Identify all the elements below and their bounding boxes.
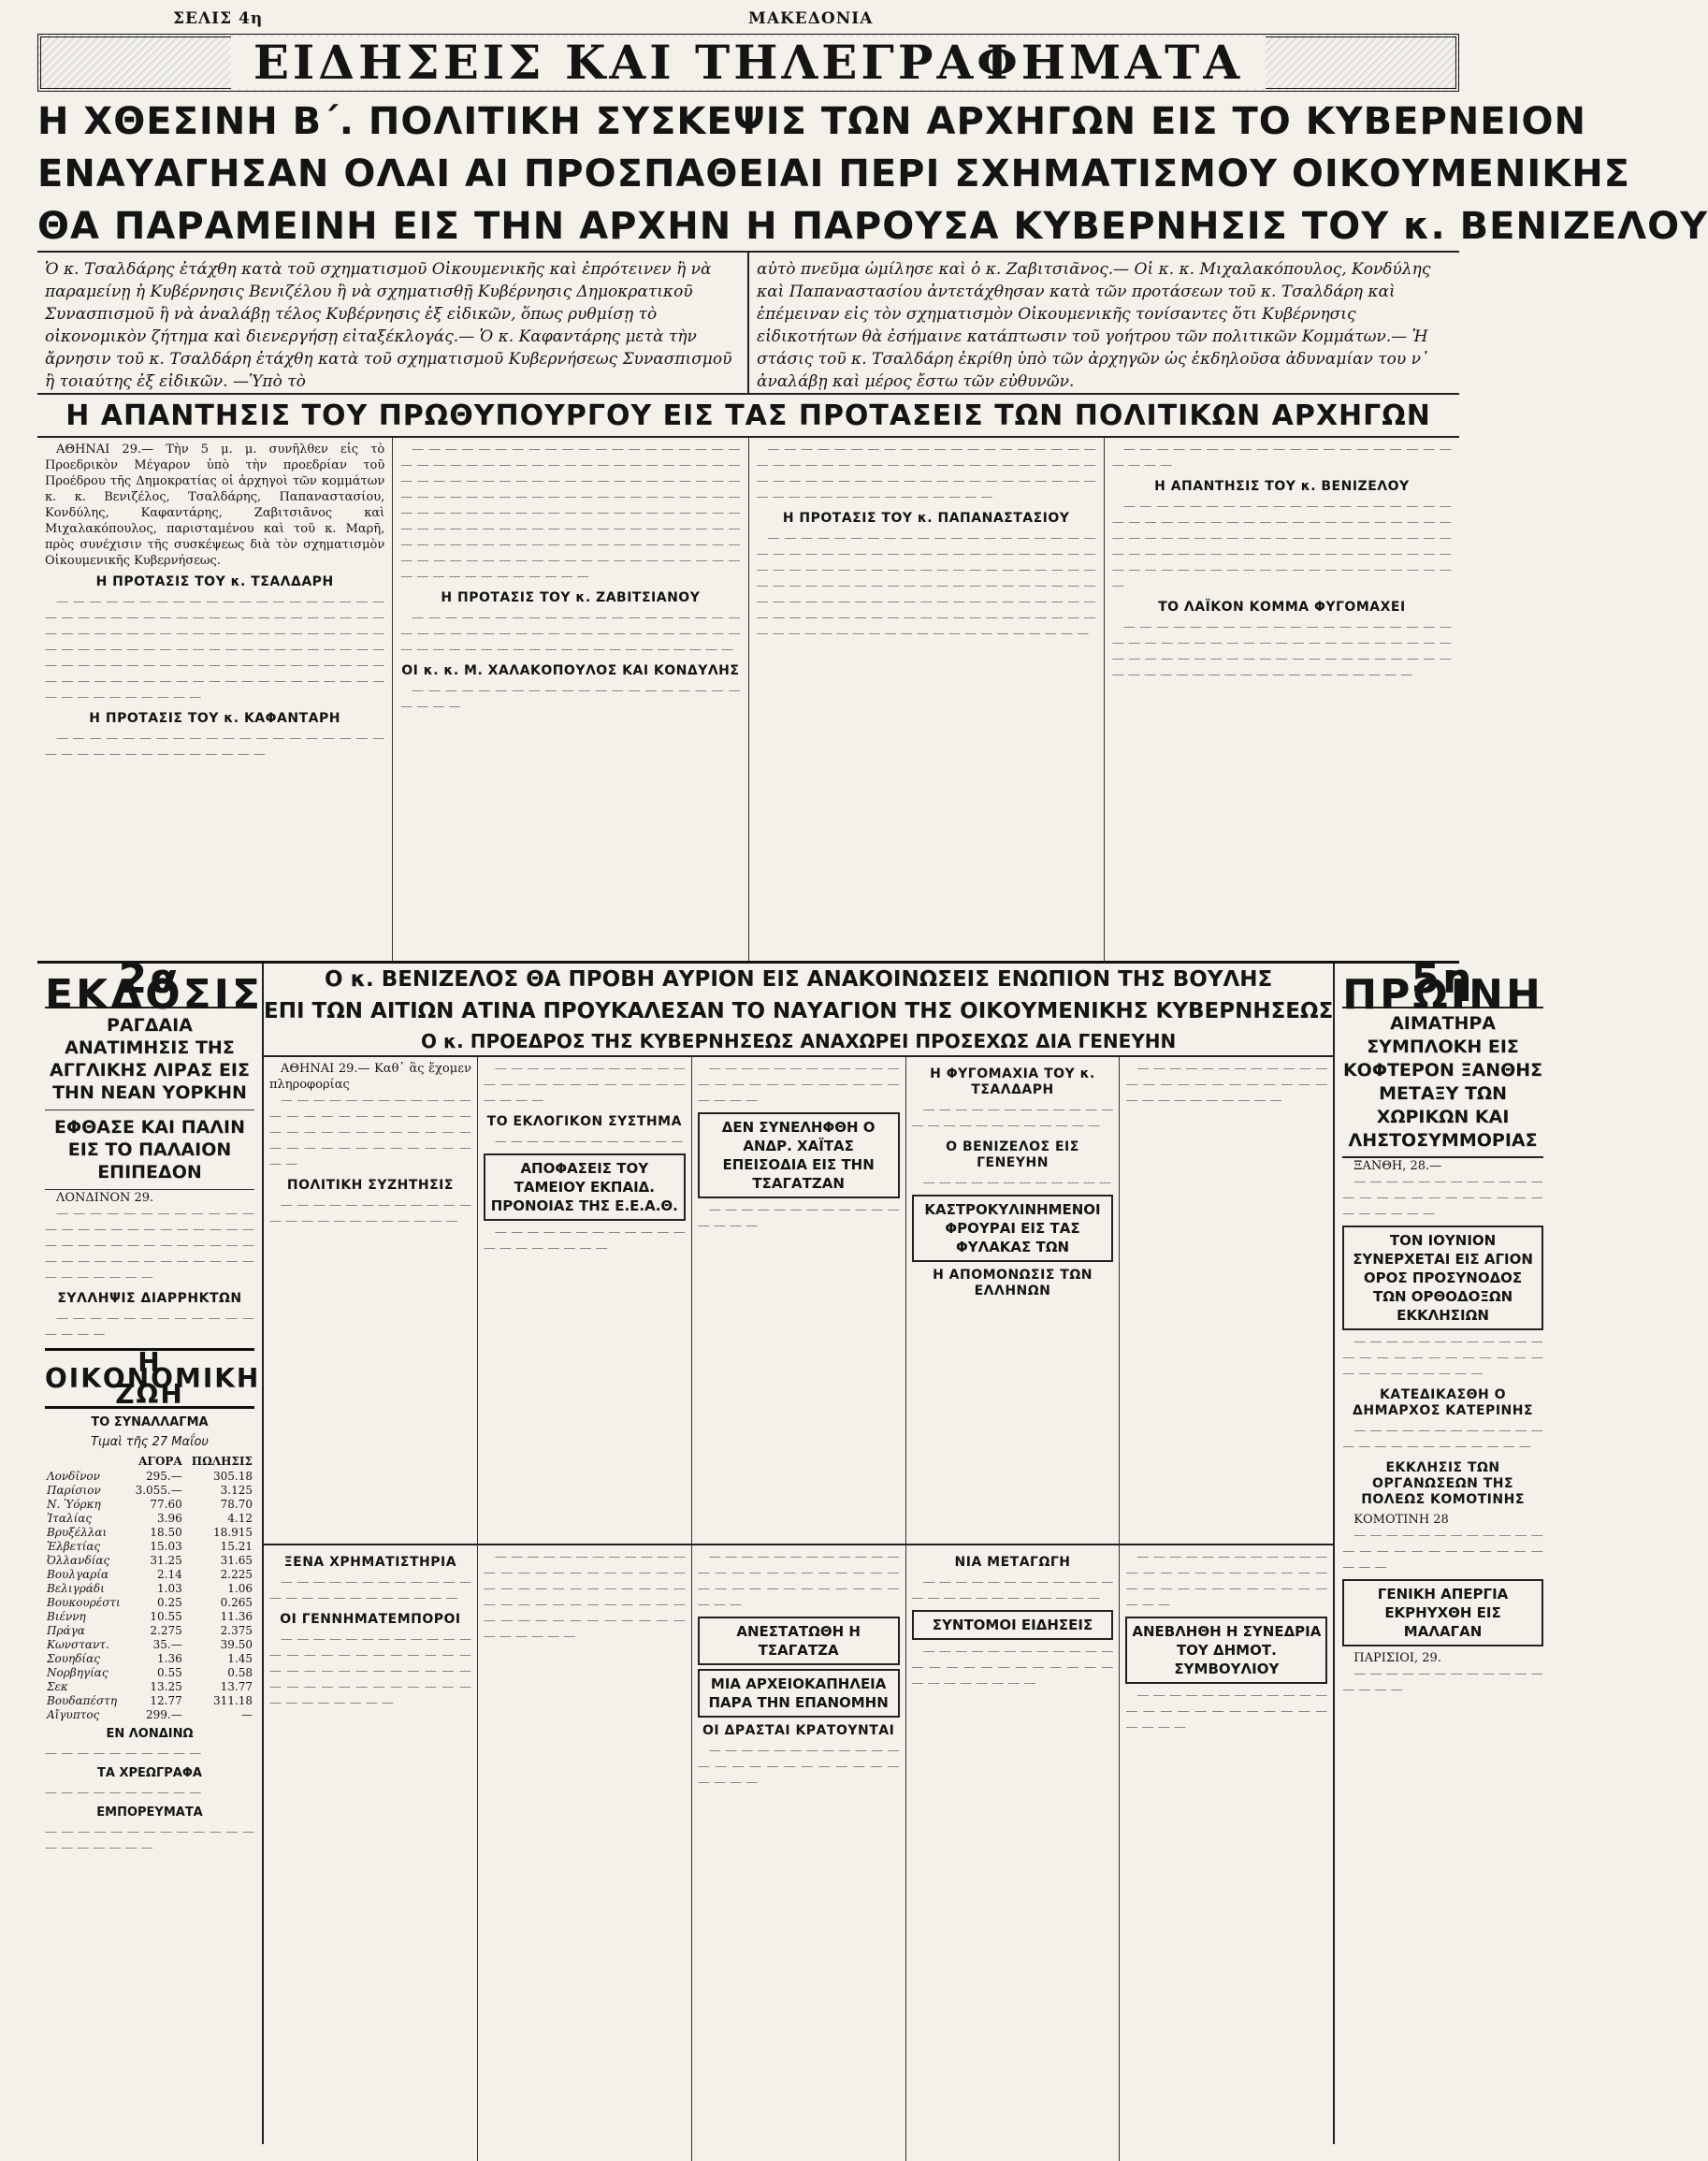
illegible-text: — — — — — — — — — — — — — — — — — — — — — — — — [911,1575,1114,1605]
illegible-text: — — — — — — — — — — — — — — — — — — — — — — — — — — — — — — — — — — — — — — — — — — — — — — — — — — — — — — — — — — — — — — — — — — — — — — — — — — — — — — — — — — — — — — — — — — — — — — — — — — — — — — — — — — — — — — — — — — — — — — — — — — — — — — — — — — — — — — — — — — — — — — — — — — [756,531,1096,641]
subhead-perpetrators: ΟΙ ΔΡΑΣΤΑΙ ΚΡΑΤΟΥΝΤΑΙ [702,1723,895,1738]
article-column [691,1545,905,2161]
article-column [1119,1057,1333,1544]
illegible-text: — — — — — — — — — — — — — — — — — — — — — — — — — — — — — — — — — — — — — — — — — — — — — — — — — — — — — — — — — — — — — — — — — — — — — — — — — — — — — [756,442,1096,504]
pound-headline: ΡΑΓΔΑΙΑ ΑΝΑΤΙΜΗΣΙΣ ΤΗΣ ΑΓΓΛΙΚΗΣ ΛΙΡΑΣ ΕΙΣ ΤΗΝ ΝΕΑΝ ΥΟΡΚΗΝ [45,1008,254,1110]
illegible-text: — — — — — — — — — — — — — — — — — — — — — — — — — — — — — — — — — — — — — — — — — — — — — — — — — — — — — — — — — — — — — — — — — — [483,1550,686,1644]
dateline: ΛΟΝΔΙΝΟΝ 29. [56,1191,154,1205]
table-cell: 31.65 [220,1554,253,1567]
table-cell: 78.70 [220,1498,253,1511]
illegible-text: — — — — — — — — — — — — — — — — — — — — — — — — [911,1103,1114,1133]
table-row [45,1610,254,1624]
table-cell: Αἴγυπτος [47,1708,100,1721]
tsagatza-box: ΑΝΕΣΤΑΤΩΘΗ Η ΤΣΑΓΑΤΖΑ [698,1617,900,1665]
table-cell: — [241,1708,253,1721]
table-cell: 15.21 [220,1540,253,1553]
illegible-text: — — — — — — — — — — — — — — — — — — — — — — — — — — — — [1125,1689,1328,1734]
table-cell: 2.275 [150,1624,182,1637]
lower-section [37,955,1543,2144]
table-cell: 1.06 [227,1582,253,1595]
illegible-text: — — — — — — — — — — — — — — — — — — — — — — — — [269,1198,471,1228]
table-cell: 31.25 [150,1554,182,1567]
table-cell: Βελιγράδι [47,1582,105,1595]
subhead-electoral-system: ΤΟ ΕΚΛΟΓΙΚΟΝ ΣΥΣΤΗΜΑ [486,1114,682,1129]
subhead-papanastasiou: Η ΠΡΟΤΑΣΙΣ ΤΟΥ κ. ΠΑΠΑΝΑΣΤΑΣΙΟΥ [782,511,1070,526]
illegible-text: — — — — — — — — — — — — — — — — — — — — — — — — — — — — — — — — — — — — — — — [697,1550,900,1612]
article-column [392,438,747,961]
article-column [748,438,1104,961]
page-number: ΣΕΛΙΣ 4η [173,9,264,28]
table-cell: 11.36 [220,1610,253,1623]
table-cell: 10.55 [150,1610,182,1623]
table-cell: 2.225 [220,1568,253,1581]
table-cell: 35.— [152,1638,182,1651]
illegible-text: — — — — — — — — — — [45,1747,202,1761]
article-column [264,1057,477,1544]
table-cell: 295.— [146,1470,182,1483]
illegible-text: — — — — — — — — — — — — [494,1135,684,1149]
section-banner [37,34,1459,92]
illegible-text: — — — — — — — — — — — — — — — — — — — — — — — — — — — — [697,1062,900,1108]
illegible-text: — — — — — — — — — — [45,1786,202,1800]
illegible-text: — — — — — — — — — — — — — — — — — — — — — — — — — — — — — — — — — — — — — — — — — — — — — — — — — — — — — — — — — — — — — — — — — — — — — — — — — — — — — — — — — — — — — — — — — — — — — — — — — — — — — — — — — — — — — — — — — — — — — — — — — — — — — — — — — — — — — — — [45,595,385,704]
illegible-text: — — — — — — — — — — — — — — — — — — — — — — — — — — — — — — — — — — — — — — — [1125,1550,1328,1612]
exchange-table [45,1454,254,1722]
illegible-text: — — — — — — — — — — — — — — — — — — — — — — — — — — — — — — — — — — — — — — — — — — — — — — — — — — — — — — — — — — — — — — — — — — — — — — — — — — — — — — — — — — — — — — — — — — — — — — — — — — — — — — — — — — — — — — — — — — — — — — — — — — — — — — — — — — — — — — — — — — — — — — — — — — — — — — — — — — — — — — — — — — — — — — — — — — — — — — — — — — — [400,442,741,584]
table-cell: 3.96 [157,1512,182,1525]
subhead-transfer: ΝΙΑ ΜΕΤΑΓΩΓΗ [954,1555,1071,1570]
illegible-text: — — — — — — — — — — — — — — — — — — — — — — — — — — — — [483,1062,686,1108]
table-cell: Σουηδίας [47,1652,100,1665]
illegible-text: — — — — — — — — — — — — — — — — — — — — — — — — — — — — — — — — — — — — — — — — — — — — — — — — — — — — — — — — — — [45,1207,254,1284]
strike-box: ΓΕΝΙΚΗ ΑΠΕΡΓΙΑ ΕΚΡΗΥΧΘΗ ΕΙΣ ΜΑΛΑΓΑΝ [1342,1579,1543,1646]
table-cell: 1.45 [227,1652,253,1665]
rates-column-header: ΠΩΛΗΣΙΣ [191,1455,253,1468]
illegible-text: — — — — — — — — — — — — — — — — — — — — — — — — — — — — — — — — — — [1125,1062,1328,1108]
table-cell: Ἰταλίας [47,1512,93,1525]
synod-box: ΤΟΝ ΙΟΥΝΙΟΝ ΣΥΝΕΡΧΕΤΑΙ ΕΙΣ ΑΓΙΟΝ ΟΡΟΣ ΠΡΟΣΥΝΟΔΟΣ ΤΩΝ ΟΡΘΟΔΟΞΩΝ ΕΚΚΛΗΣΙΩΝ [1342,1226,1543,1330]
economy-title: Η ΟΙΚΟΝΟΜΙΚΗ ΖΩΗ [45,1347,261,1410]
illegible-text: — — — — — — — — — — — — — — — — [697,1203,900,1233]
illegible-text: — — — — — — — — — — — — — — — — — — — — — — — — — — — — [697,1744,900,1790]
table-cell: 4.12 [227,1512,253,1525]
left-column [37,955,264,2144]
article-intro: ΑΘΗΝΑΙ 29.— Τὴν 5 μ. μ. συνῆλθεν εἰς τὸ Προεδρικὸν Μέγαρον ὑπὸ τὴν προεδρίαν τοῦ Προέδρου τῆς Δημοκρατίας οἱ ἀρχηγοὶ τῶν κομμάτων κ. κ. Βενιζέλος, Τσαλδάρης, Παπαναστασίου, Κονδύλης, Καφαντάρης, Ζαβιτσιᾶνος καὶ Μιχαλακόπουλος, παρισταμένου καὶ τοῦ κ. Μαρῆ, πρὸς συνέχισιν τῆς συσκέψεως διὰ τὸν σχηματισμὸν Οἰκουμενικῆς Κυβερνήσεως. [45,442,385,568]
venizelos-headline: Ο κ. ΒΕΝΙΖΕΛΟΣ ΘΑ ΠΡΟΒΗ ΑΥΡΙΟΝ ΕΙΣ ΑΝΑΚΟΙΝΩΣΕΙΣ ΕΝΩΠΙΟΝ ΤΗΣ ΒΟΥΛΗΣ [325,967,1273,992]
table-cell: Παρίσιον [47,1484,101,1497]
table-row [45,1554,254,1568]
subhead-mayor-katerini: ΚΑΤΕΔΙΚΑΣΘΗ Ο ΔΗΜΑΡΧΟΣ ΚΑΤΕΡΙΝΗΣ [1353,1387,1534,1418]
rates-column-header [45,1454,129,1470]
goods-head: ΤΑ ΧΡΕΩΓΡΑΦΑ [97,1766,202,1780]
london-head: ΕΝ ΛΟΝΔΙΝΩ [106,1727,194,1741]
table-cell: Ν. Ὑόρκη [47,1498,101,1511]
summary-left: Ὁ κ. Τσαλδάρης ἐτάχθη κατὰ τοῦ σχηματισμοῦ Οἰκουμενικῆς καὶ ἐπρότεινεν ἢ νὰ παραμείνῃ ἡ Κυβέρνησις Βενιζέλου ἢ νὰ σχηματισθῇ Κυβέρνησις Δημοκρατικοῦ Συνασπισμοῦ ἢ νὰ ἀναλάβῃ τέλος Κυβέρνησις ἐξ εἰδικῶν, ὅπως ρυθμίσῃ τὸ οἰκονομικὸν ζήτημα καὶ διενεργήσῃ εἰταξέκλογάς.— Ὁ κ. Καφαντάρης μετὰ τὴν ἄρνησιν τοῦ κ. Τσαλδάρη ἐτάχθη κατὰ τοῦ σχηματισμοῦ Κυβερνήσεως Συνασπισμοῦ ἢ τοιαύτης ἐξ εἰδικῶν. —Ὑπὸ τὸ [45,260,732,391]
article-column [1119,1545,1333,2161]
chaitas-box: ΔΕΝ ΣΥΝΕΛΗΦΘΗ Ο ΑΝΔΡ. ΧΑΪΤΑΣ ΕΠΕΙΣΟΔΙΑ ΕΙΣ ΤΗΝ ΤΣΑΓΑΤΖΑΝ [698,1112,900,1198]
middle-column [262,964,1335,2144]
pound-subheadline: ΕΦΘΑΣΕ ΚΑΙ ΠΑΛΙΝ ΕΙΣ ΤΟ ΠΑΛΑΙΟΝ ΕΠΙΠΕΔΟΝ [45,1110,254,1190]
illegible-text: — — — — — — — — — — — — — — — — — — — — — — — — — — — — — — — — — — — — — — — — — — — — — — — — — — — — — — — — — — — — — — [400,611,741,657]
middle-article-grid-lower [264,1544,1333,2161]
illegible-text: — — — — — — — — — — — — — — — — — — — — — — — — [1111,442,1452,472]
table-cell: 15.03 [150,1540,182,1553]
table-cell: 311.18 [213,1694,253,1707]
newspaper-name: ΜΑΚΕΔΟΝΙΑ [748,9,874,28]
illegible-text: — — — — — — — — — — — — — — — — — — — — — — — — [269,1575,471,1605]
article-column [477,1057,691,1544]
main-headline-line-1: Η ΧΘΕΣΙΝΗ Β΄. ΠΟΛΙΤΙΚΗ ΣΥΣΚΕΨΙΣ ΤΩΝ ΑΡΧΗΓΩΝ ΕΙΣ ΤΟ ΚΥΒΕΡΝΕΙΟΝ [37,100,1586,143]
subhead-komotini: ΕΚΚΛΗΣΙΣ ΤΩΝ ΟΡΓΑΝΩΣΕΩΝ ΤΗΣ ΠΟΛΕΩΣ ΚΟΜΟΤΙΝΗΣ [1361,1460,1525,1507]
table-cell: 0.265 [220,1596,253,1609]
illegible-text: — — — — — — — — — — — — — — — — — — — — — — — — [400,684,741,714]
table-cell: 1.03 [157,1582,182,1595]
article-column [905,1057,1120,1544]
table-row [45,1652,254,1666]
illegible-text: — — — — — — — — — — — — — — — — — — — — [483,1226,686,1255]
table-cell: Βουκουρέστι [47,1596,121,1609]
illegible-text: — — — — — — — — — — — — [922,1176,1112,1190]
table-cell: Ἑλβετίας [47,1540,101,1553]
illegible-text: — — — — — — — — — — — — — — — — — — — — — — — — — — — — — — — — — — — — — — — — — — — — — — — — — — — — — — — — — — — — — — — — — — — — — — — — — — — — — — — — — — — — — — — — — — — — — — — — — — — — — — — — — [1111,500,1452,593]
table-row [45,1708,254,1722]
subhead-michalakopoulos-kondylis: ΟΙ κ. κ. Μ. ΧΑΛΑΚΟΠΟΥΛΟΣ ΚΑΙ ΚΟΝΔΥΛΗΣ [401,663,740,678]
table-cell: Βουδαπέστη [47,1694,118,1707]
article-column [264,1545,477,2161]
table-cell: 13.77 [220,1680,253,1693]
table-row [45,1666,254,1680]
illegible-text: — — — — — — — — — — — — — — — — — — — — — — — — — — — — — — — — — — — — — — — — — — — — — — — — — — — — — — — — [269,1632,471,1710]
table-cell: Βρυξέλλαι [47,1526,108,1539]
subhead-people-party: ΤΟ ΛΑΪΚΟΝ ΚΟΜΜΑ ΦΥΓΟΜΑΧΕΙ [1158,600,1406,615]
table-row [45,1582,254,1596]
table-cell: 3.055.— [135,1484,182,1497]
subhead-zavitsianos: Η ΠΡΟΤΑΣΙΣ ΤΟΥ κ. ΖΑΒΙΤΣΙΑΝΟΥ [441,590,701,605]
table-cell: Βουλγαρία [47,1568,109,1581]
table-cell: Πράγα [47,1624,85,1637]
main-headline-line-3: ΘΑ ΠΑΡΑΜΕΙΝΗ ΕΙΣ ΤΗΝ ΑΡΧΗΝ Η ΠΑΡΟΥΣΑ ΚΥΒΕΡΝΗΣΙΣ ΤΟΥ κ. ΒΕΝΙΖΕΛΟΥ [37,200,1459,253]
table-row [45,1624,254,1638]
table-row [45,1470,254,1484]
table-row [45,1596,254,1610]
table-row [45,1680,254,1694]
table-cell: Βιέννη [47,1610,86,1623]
subhead-political-discussion: ΠΟΛΙΤΙΚΗ ΣΥΖΗΤΗΣΙΣ [286,1178,454,1193]
table-cell: 13.25 [150,1680,182,1693]
rates-column-header: ΑΓΟΡΑ [138,1455,182,1468]
table-cell: 305.18 [213,1470,253,1483]
table-cell: Νορβηγίας [47,1666,109,1679]
secondary-headline: Η ΑΠΑΝΤΗΣΙΣ ΤΟΥ ΠΡΩΘΥΠΟΥΡΓΟΥ ΕΙΣ ΤΑΣ ΠΡΟΤΑΣΕΙΣ ΤΩΝ ΠΟΛΙΤΙΚΩΝ ΑΡΧΗΓΩΝ [37,395,1459,438]
article-column [37,438,392,961]
illegible-text: — — — — — — — — — — — — — — — — — — — — — — — — [1342,1424,1543,1454]
table-cell: 299.— [146,1708,182,1721]
table-row [45,1498,254,1512]
council-box: ΑΝΕΒΛΗΘΗ Η ΣΥΝΕΔΡΙΑ ΤΟΥ ΔΗΜΟΤ. ΣΥΜΒΟΥΛΙΟΥ [1125,1617,1327,1684]
illegible-text: — — — — — — — — — — — — — — — — — — — — — — — — — — — — — — — — — — — — — — — — — — — — — — — — — — — — — — — — — — — — — — — — — — — — — — — — — — — — — — — — — [1111,620,1452,682]
headline-summary [37,253,1459,395]
exchange-date: Τιμαὶ τῆς 27 Μαΐου [91,1435,209,1449]
short-news-box: ΣΥΝΤΟΜΟΙ ΕΙΔΗΣΕΙΣ [912,1610,1114,1640]
table-row [45,1512,254,1526]
subhead-tsaldaris-flight: Η ΦΥΓΟΜΑΧΙΑ ΤΟΥ κ. ΤΣΑΛΔΑΡΗ [930,1066,1095,1097]
subhead-venizelos-geneva: Ο ΒΕΝΙΖΕΛΟΣ ΕΙΣ ΓΕΝΕΥΗΝ [946,1139,1079,1170]
dateline: ΠΑΡΙΣΙΟΙ, 29. [1353,1651,1441,1665]
commerce-head: ΕΜΠΟΡΕΥΜΑΤΑ [96,1806,203,1820]
guards-box: ΚΑΣΤΡΟΚΥΛΙΝΗΜΕΝΟΙ ΦΡΟΥΡΑΙ ΕΙΣ ΤΑΣ ΦΥΛΑΚΑΣ ΤΩΝ [912,1195,1114,1262]
article-column [691,1057,905,1544]
table-cell: Ὀλλανδίας [47,1554,110,1567]
illegible-text: — — — — — — — — — — — — — — — — — — — — — — — — — — — — — — — — — — — — — — — — — — — — — — — — — — [269,1094,471,1171]
venizelos-headline-3: Ο κ. ΠΡΟΕΔΡΟΣ ΤΗΣ ΚΥΒΕΡΝΗΣΕΩΣ ΑΝΑΧΩΡΕΙ ΠΡΟΣΕΧΩΣ ΔΙΑ ΓΕΝΕΥΗΝ [264,1027,1333,1057]
table-cell: 18.915 [213,1526,253,1539]
antiquities-box: ΜΙΑ ΑΡΧΕΙΟΚΑΠΗΛΕΙΑ ΠΑΡΑ ΤΗΝ ΕΠΑΝΟΜΗΝ [698,1669,900,1718]
section-banner-title: ΕΙΔΗΣΕΙΣ ΚΑΙ ΤΗΛΕΓΡΑΦΗΜΑΤΑ [231,36,1266,89]
dateline: ΑΘΗΝΑΙ 29.— Καθ᾽ ἃς ἔχομεν πληροφορίας [269,1062,471,1092]
middle-article-grid [264,1057,1333,1544]
table-row [45,1540,254,1554]
subhead-grain-merchants: ΟΙ ΓΕΝΝΗΜΑΤΕΜΠΟΡΟΙ [280,1612,461,1627]
table-cell: 0.58 [227,1666,253,1679]
article-column [905,1545,1120,2161]
summary-right: αὐτὸ πνεῦμα ὡμίλησε καὶ ὁ κ. Ζαβιτσιᾶνος.— Οἱ κ. κ. Μιχαλακόπουλος, Κονδύλης καὶ Παπαναστασίου ἀντετάχθησαν κατὰ τῶν προτάσεων τοῦ κ. Τσαλδάρη καὶ ἐπέμειναν εἰς τὸν σχηματισμὸν Οἰκουμενικῆς τονίσαντες ὅτι Κυβέρνησις εἰδικοτήτων θὰ ἐσήμαινε κατάπτωσιν τοῦ γοήτρου τῶν πολιτικῶν Κομμάτων.— Ἡ στάσις τοῦ κ. Τσαλδάρη ἐκρίθη ὑπὸ τῶν ἀρχηγῶν ὡς ἐκδηλοῦσα ἀδυναμίαν του ν᾽ ἀναλάβῃ καὶ μέρος ἔστω τῶν εὐθυνῶν. [747,253,1459,393]
subhead-kafantaris: Η ΠΡΟΤΑΣΙΣ ΤΟΥ κ. ΚΑΦΑΝΤΑΡΗ [89,711,340,726]
exchange-head: ΤΟ ΣΥΝΑΛΛΑΓΜΑ [91,1415,209,1429]
table-cell: 18.50 [150,1526,182,1539]
table-cell: 1.36 [157,1652,182,1665]
table-cell: Κωνσταντ. [47,1638,109,1651]
article-column [477,1545,691,2161]
table-cell: 0.25 [157,1596,182,1609]
dateline: ΚΟΜΟΤΙΝΗ 28 [1353,1513,1449,1527]
table-row [45,1526,254,1540]
subhead-burglars: ΣΥΛΛΗΨΙΣ ΔΙΑΡΡΗΚΤΩΝ [57,1291,242,1306]
table-cell: 2.14 [157,1568,182,1581]
table-cell: 12.77 [150,1694,182,1707]
edition-label-morning: 5η ΠΡΩΪΝΗ [1342,955,1543,1019]
table-cell: 3.125 [220,1484,253,1497]
subhead-venizelos: Η ΑΠΑΝΤΗΣΙΣ ΤΟΥ κ. ΒΕΝΙΖΕΛΟΥ [1154,479,1410,494]
illegible-text: — — — — — — — — — — — — — — — — — — — — — — — — — — — — — — — — — — [45,732,385,761]
table-cell: Σεκ [47,1680,68,1693]
illegible-text: — — — — — — — — — — — — — — — — — — — — — — — — — — — — — — [1342,1175,1543,1221]
table-row [45,1638,254,1652]
illegible-text: — — — — — — — — — — — — — — — — [1342,1667,1543,1697]
table-row [45,1568,254,1582]
edition-label: 2α ΕΚΔΟΣΙΣ [45,955,264,1019]
venizelos-headline-2: ΕΠΙ ΤΩΝ ΑΙΤΙΩΝ ΑΤΙΝΑ ΠΡΟΥΚΑΛΕΣΑΝ ΤΟ ΝΑΥΑΓΙΟΝ ΤΗΣ ΟΙΚΟΥΜΕΝΙΚΗΣ ΚΥΒΕΡΝΗΣΕΩΣ [264,999,1334,1023]
dateline: ΞΑΝΘΗ, 28.— [1353,1159,1442,1173]
table-cell: 39.50 [220,1638,253,1651]
right-column [1335,955,1551,2144]
table-row [45,1484,254,1498]
table-cell: Λονδῖνον [47,1470,100,1483]
illegible-text: — — — — — — — — — — — — — — — — — — — — — — — — — — — — — — — — — [1342,1335,1543,1381]
table-row [45,1694,254,1708]
table-cell: 77.60 [150,1498,182,1511]
illegible-text: — — — — — — — — — — — — — — — — — — — — [45,1825,254,1855]
main-headline-line-2: ΕΝΑΥΑΓΗΣΑΝ ΟΛΑΙ ΑΙ ΠΡΟΣΠΑΘΕΙΑΙ ΠΕΡΙ ΣΧΗΜΑΤΙΣΜΟΥ ΟΙΚΟΥΜΕΝΙΚΗΣ [37,152,1631,196]
fund-decisions-box: ΑΠΟΦΑΣΕΙΣ ΤΟΥ ΤΑΜΕΙΟΥ ΕΚΠΑΙΔ. ΠΡΟΝΟΙΑΣ ΤΗΣ Ε.Ε.Α.Θ. [484,1153,686,1221]
table-cell: 2.375 [220,1624,253,1637]
masthead [37,7,1459,30]
article-column [1104,438,1459,961]
illegible-text: — — — — — — — — — — — — — — — — — — — — — — — — — — — — — — — — [911,1645,1114,1690]
table-cell: 0.55 [157,1666,182,1679]
illegible-text: — — — — — — — — — — — — — — — — [45,1312,254,1342]
clash-headline: ΑΙΜΑΤΗΡΑ ΣΥΜΠΛΟΚΗ ΕΙΣ ΚΟΦΤΕΡΟΝ ΞΑΝΘΗΣ ΜΕΤΑΞΥ ΤΩΝ ΧΩΡΙΚΩΝ ΚΑΙ ΛΗΣΤΟΣΥΜΜΟΡΙΑΣ [1342,1008,1543,1158]
illegible-text: — — — — — — — — — — — — — — — — — — — — — — — — — — — [1342,1529,1543,1574]
upper-article-columns [37,438,1459,964]
subhead-tsaldaris: Η ΠΡΟΤΑΣΙΣ ΤΟΥ κ. ΤΣΑΛΔΑΡΗ [95,574,334,589]
subhead-foreign-exchanges: ΞΕΝΑ ΧΡΗΜΑΤΙΣΤΗΡΙΑ [283,1555,457,1570]
subhead-isolation: Η ΑΠΟΜΟΝΩΣΙΣ ΤΩΝ ΕΛΛΗΝΩΝ [933,1268,1093,1298]
